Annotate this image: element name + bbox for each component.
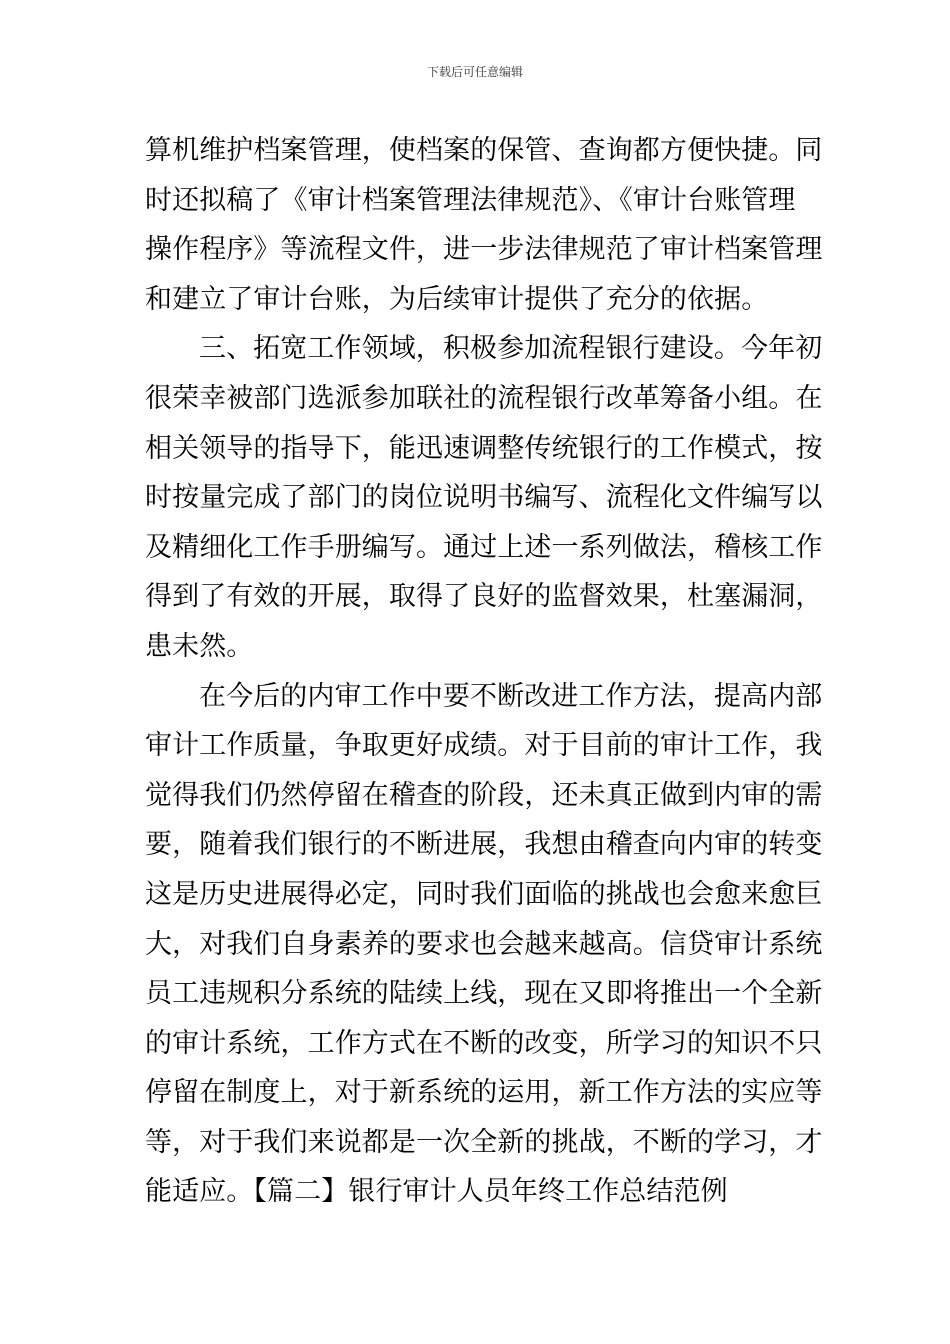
text-line: 三、拓宽工作领域，积极参加流程银行建设。今年初 xyxy=(199,333,823,365)
text-line: 审计工作质量，争取更好成绩。对于目前的审计工作，我 xyxy=(145,730,823,762)
text-line: 时按量完成了部门的岗位说明书编写、流程化文件编写以 xyxy=(145,482,823,514)
paragraph-3 xyxy=(145,672,823,1218)
paragraph-2 xyxy=(145,324,823,671)
text-line: 能适应。【篇二】银行审计人员年终工作总结范例 xyxy=(145,1176,728,1208)
text-line: 要，随着我们银行的不断进展，我想由稽查向内审的转变 xyxy=(145,829,823,861)
text-line: 这是历史进展得必定，同时我们面临的挑战也会愈来愈巨 xyxy=(145,878,823,910)
text-line: 停留在制度上，对于新系统的运用，新工作方法的实应等 xyxy=(145,1077,823,1109)
text-line: 员工违规积分系统的陆续上线，现在又即将推出一个全新 xyxy=(145,978,823,1010)
text-line: 觉得我们仍然停留在稽查的阶段，还未真正做到内审的需 xyxy=(145,779,823,811)
text-line: 的审计系统，工作方式在不断的改变，所学习的知识不只 xyxy=(145,1027,823,1059)
text-line: 在今后的内审工作中要不断改进工作方法，提高内部 xyxy=(199,680,823,712)
text-line: 及精细化工作手册编写。通过上述一系列做法，稽核工作 xyxy=(145,531,823,563)
text-line: 得到了有效的开展，取得了良好的监督效果，杜塞漏洞， xyxy=(145,581,823,613)
document-body xyxy=(145,126,823,1217)
text-line: 算机维护档案管理，使档案的保管、查询都方便快捷。同 xyxy=(145,135,823,166)
text-line: 很荣幸被部门选派参加联社的流程银行改革筹备小组。在 xyxy=(145,382,823,414)
text-line: 等，对于我们来说都是一次全新的挑战，不断的学习，才 xyxy=(145,1126,823,1158)
page-header: 下载后可任意编辑 xyxy=(426,65,523,79)
text-line: 时还拟稿了《审计档案管理法律规范》、《审计台账管理 xyxy=(145,184,796,216)
text-line: 和建立了审计台账，为后续审计提供了充分的依据。 xyxy=(145,283,769,315)
text-line: 大，对我们自身素养的要求也会越来越高。信贷审计系统 xyxy=(145,928,823,960)
text-line: 相关领导的指导下，能迅速调整传统银行的工作模式，按 xyxy=(145,432,823,464)
text-line: 操作程序》等流程文件，进一步法律规范了审计档案管理 xyxy=(145,234,823,266)
paragraph-1 xyxy=(145,126,823,324)
text-line: 患未然。 xyxy=(145,630,254,662)
